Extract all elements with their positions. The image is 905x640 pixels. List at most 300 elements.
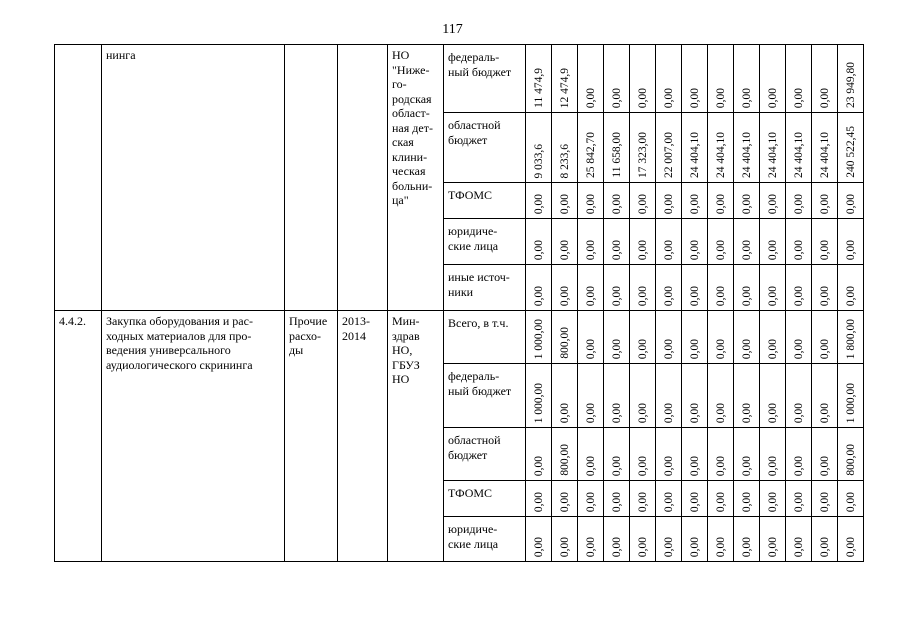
- year-value-cell: [708, 364, 734, 428]
- year-value-cell: [760, 113, 786, 183]
- item-name-cell-text: Закупка оборудования и рас- ходных материалов для про- ведения универсального аудиологического скрининга: [106, 314, 253, 372]
- value-text: 800,00: [558, 327, 571, 359]
- value-text: 0,00: [636, 402, 649, 423]
- value-text: 0,00: [662, 193, 675, 214]
- value-text: 0,00: [714, 239, 727, 260]
- budget-table: [54, 44, 864, 562]
- year-value-cell: [630, 219, 656, 265]
- total-value-cell: [838, 183, 864, 219]
- year-value-cell: [526, 517, 552, 562]
- total-value-cell: [838, 265, 864, 311]
- value-text: 0,00: [662, 402, 675, 423]
- value-text: 0,00: [532, 491, 545, 512]
- value-text: 0,00: [662, 455, 675, 476]
- funding-source-cell: [444, 311, 526, 364]
- executor-cell: [388, 45, 444, 311]
- value-text: 0,00: [844, 239, 857, 260]
- value-text: 24 404,10: [818, 132, 831, 178]
- year-value-cell: [552, 219, 578, 265]
- value-text: 0,00: [688, 193, 701, 214]
- value-text: 25 842,70: [584, 132, 597, 178]
- value-text: 0,00: [636, 239, 649, 260]
- value-text: 0,00: [584, 402, 597, 423]
- year-value-cell: [682, 219, 708, 265]
- funding-source-cell-text: федераль- ный бюджет: [448, 50, 512, 79]
- funding-source-cell-text: юридиче- ские лица: [448, 224, 499, 253]
- value-text: 240 522,45: [844, 126, 857, 178]
- value-text: 0,00: [584, 193, 597, 214]
- value-text: 9 033,6: [532, 143, 545, 178]
- value-text: 0,00: [792, 239, 805, 260]
- funding-source-cell: [444, 45, 526, 113]
- year-value-cell: [656, 265, 682, 311]
- value-text: 0,00: [688, 239, 701, 260]
- value-text: 0,00: [844, 193, 857, 214]
- year-value-cell: [630, 265, 656, 311]
- year-value-cell: [734, 481, 760, 517]
- year-value-cell: [552, 428, 578, 481]
- year-value-cell: [656, 311, 682, 364]
- value-text: 0,00: [610, 455, 623, 476]
- value-text: 0,00: [792, 87, 805, 108]
- value-text: 0,00: [818, 536, 831, 557]
- value-text: 0,00: [584, 239, 597, 260]
- value-text: 0,00: [688, 402, 701, 423]
- value-text: 0,00: [766, 455, 779, 476]
- value-text: 0,00: [844, 285, 857, 306]
- total-value-cell: [838, 517, 864, 562]
- value-text: 0,00: [584, 491, 597, 512]
- value-text: 0,00: [636, 285, 649, 306]
- year-value-cell: [578, 311, 604, 364]
- value-text: 0,00: [688, 338, 701, 359]
- year-value-cell: [656, 481, 682, 517]
- value-text: 0,00: [792, 193, 805, 214]
- value-text: 1 000,00: [844, 382, 857, 423]
- value-text: 0,00: [818, 87, 831, 108]
- year-value-cell: [682, 481, 708, 517]
- value-text: 0,00: [766, 338, 779, 359]
- value-text: 0,00: [818, 193, 831, 214]
- value-text: 0,00: [532, 285, 545, 306]
- total-value-cell: [838, 113, 864, 183]
- year-value-cell: [682, 517, 708, 562]
- year-value-cell: [578, 113, 604, 183]
- value-text: 0,00: [662, 491, 675, 512]
- value-text: 0,00: [532, 455, 545, 476]
- year-value-cell: [604, 265, 630, 311]
- year-value-cell: [578, 428, 604, 481]
- year-value-cell: [656, 45, 682, 113]
- value-text: 0,00: [610, 239, 623, 260]
- value-text: 11 474,9: [532, 68, 545, 108]
- value-text: 0,00: [558, 491, 571, 512]
- year-value-cell: [734, 219, 760, 265]
- year-value-cell: [786, 183, 812, 219]
- value-text: 0,00: [714, 338, 727, 359]
- year-value-cell: [812, 428, 838, 481]
- year-value-cell: [604, 481, 630, 517]
- year-value-cell: [734, 183, 760, 219]
- value-text: 24 404,10: [792, 132, 805, 178]
- executor-cell: [388, 311, 444, 562]
- year-value-cell: [682, 45, 708, 113]
- value-text: 1 800,00: [844, 318, 857, 359]
- year-value-cell: [630, 45, 656, 113]
- value-text: 0,00: [766, 239, 779, 260]
- funding-source-cell: [444, 517, 526, 562]
- value-text: 0,00: [610, 536, 623, 557]
- item-name-cell: [102, 311, 285, 562]
- value-text: 0,00: [584, 455, 597, 476]
- funding-source-cell: [444, 183, 526, 219]
- year-value-cell: [708, 219, 734, 265]
- funding-source-cell: [444, 481, 526, 517]
- year-value-cell: [760, 219, 786, 265]
- value-text: 0,00: [714, 536, 727, 557]
- year-value-cell: [630, 428, 656, 481]
- value-text: 22 007,00: [662, 132, 675, 178]
- period-cell-text: 2013- 2014: [342, 314, 370, 343]
- value-text: 24 404,10: [688, 132, 701, 178]
- funding-source-cell: [444, 113, 526, 183]
- year-value-cell: [760, 428, 786, 481]
- year-value-cell: [656, 183, 682, 219]
- year-value-cell: [708, 311, 734, 364]
- executor-cell-text: НО "Ниже- го- родская област- ная дет- ская клини- ческая больни- ца": [392, 48, 433, 207]
- year-value-cell: [734, 113, 760, 183]
- year-value-cell: [526, 481, 552, 517]
- value-text: 8 233,6: [558, 143, 571, 178]
- value-text: 0,00: [558, 193, 571, 214]
- value-text: 0,00: [636, 193, 649, 214]
- executor-cell-text: Мин- здрав НО, ГБУЗ НО: [392, 314, 420, 386]
- year-value-cell: [604, 364, 630, 428]
- year-value-cell: [786, 219, 812, 265]
- value-text: 0,00: [792, 285, 805, 306]
- year-value-cell: [604, 183, 630, 219]
- year-value-cell: [786, 45, 812, 113]
- value-text: 0,00: [584, 87, 597, 108]
- year-value-cell: [708, 428, 734, 481]
- value-text: 0,00: [688, 87, 701, 108]
- category-cell: [285, 311, 338, 562]
- value-text: 0,00: [818, 239, 831, 260]
- value-text: 0,00: [610, 491, 623, 512]
- funding-source-cell-text: иные источ- ники: [448, 270, 510, 299]
- year-value-cell: [786, 364, 812, 428]
- value-text: 0,00: [740, 536, 753, 557]
- year-value-cell: [552, 364, 578, 428]
- value-text: 0,00: [792, 536, 805, 557]
- category-cell-text: Прочие расхо- ды: [289, 314, 328, 357]
- year-value-cell: [526, 219, 552, 265]
- value-text: 0,00: [766, 193, 779, 214]
- year-value-cell: [526, 364, 552, 428]
- value-text: 0,00: [714, 193, 727, 214]
- year-value-cell: [734, 311, 760, 364]
- value-text: 800,00: [844, 444, 857, 476]
- period-cell: [338, 45, 388, 311]
- value-text: 0,00: [636, 87, 649, 108]
- value-text: 0,00: [792, 402, 805, 423]
- total-value-cell: [838, 219, 864, 265]
- value-text: 0,00: [740, 193, 753, 214]
- year-value-cell: [734, 428, 760, 481]
- value-text: 0,00: [688, 536, 701, 557]
- value-text: 24 404,10: [714, 132, 727, 178]
- year-value-cell: [682, 428, 708, 481]
- year-value-cell: [682, 364, 708, 428]
- year-value-cell: [760, 364, 786, 428]
- value-text: 0,00: [740, 285, 753, 306]
- value-text: 0,00: [714, 87, 727, 108]
- year-value-cell: [786, 311, 812, 364]
- value-text: 0,00: [818, 285, 831, 306]
- funding-source-cell: [444, 265, 526, 311]
- value-text: 0,00: [558, 536, 571, 557]
- year-value-cell: [786, 517, 812, 562]
- year-value-cell: [812, 45, 838, 113]
- value-text: 0,00: [818, 402, 831, 423]
- year-value-cell: [760, 183, 786, 219]
- year-value-cell: [656, 517, 682, 562]
- year-value-cell: [630, 183, 656, 219]
- year-value-cell: [786, 428, 812, 481]
- value-text: 12 474,9: [558, 67, 571, 108]
- year-value-cell: [604, 517, 630, 562]
- item-name-cell-text: нинга: [106, 48, 136, 62]
- year-value-cell: [786, 113, 812, 183]
- year-value-cell: [526, 311, 552, 364]
- year-value-cell: [656, 428, 682, 481]
- value-text: 0,00: [766, 491, 779, 512]
- year-value-cell: [578, 219, 604, 265]
- year-value-cell: [604, 311, 630, 364]
- year-value-cell: [578, 183, 604, 219]
- funding-source-cell-text: областной бюджет: [448, 433, 501, 462]
- value-text: 11 658,00: [610, 132, 623, 178]
- value-text: 0,00: [610, 87, 623, 108]
- year-value-cell: [578, 45, 604, 113]
- year-value-cell: [630, 311, 656, 364]
- period-cell: [338, 311, 388, 562]
- value-text: 0,00: [584, 285, 597, 306]
- value-text: 0,00: [532, 536, 545, 557]
- year-value-cell: [552, 265, 578, 311]
- year-value-cell: [812, 364, 838, 428]
- year-value-cell: [656, 364, 682, 428]
- year-value-cell: [760, 45, 786, 113]
- value-text: 0,00: [636, 491, 649, 512]
- year-value-cell: [526, 113, 552, 183]
- item-number-cell: [55, 311, 102, 562]
- value-text: 0,00: [688, 285, 701, 306]
- item-number-cell: [55, 45, 102, 311]
- year-value-cell: [760, 265, 786, 311]
- year-value-cell: [734, 517, 760, 562]
- year-value-cell: [708, 113, 734, 183]
- value-text: 0,00: [844, 536, 857, 557]
- value-text: 0,00: [740, 402, 753, 423]
- total-value-cell: [838, 481, 864, 517]
- year-value-cell: [604, 113, 630, 183]
- year-value-cell: [708, 517, 734, 562]
- year-value-cell: [604, 428, 630, 481]
- year-value-cell: [656, 219, 682, 265]
- value-text: 0,00: [688, 491, 701, 512]
- year-value-cell: [708, 481, 734, 517]
- value-text: 0,00: [662, 87, 675, 108]
- year-value-cell: [682, 311, 708, 364]
- year-value-cell: [812, 219, 838, 265]
- value-text: 0,00: [714, 402, 727, 423]
- year-value-cell: [578, 517, 604, 562]
- year-value-cell: [786, 265, 812, 311]
- year-value-cell: [630, 113, 656, 183]
- funding-source-cell-text: юридиче- ские лица: [448, 522, 499, 551]
- value-text: 0,00: [714, 285, 727, 306]
- value-text: 0,00: [792, 338, 805, 359]
- year-value-cell: [682, 183, 708, 219]
- value-text: 0,00: [636, 455, 649, 476]
- value-text: 0,00: [766, 285, 779, 306]
- value-text: 0,00: [662, 338, 675, 359]
- year-value-cell: [682, 265, 708, 311]
- value-text: 0,00: [792, 455, 805, 476]
- year-value-cell: [630, 481, 656, 517]
- year-value-cell: [708, 45, 734, 113]
- funding-source-cell: [444, 364, 526, 428]
- value-text: 0,00: [636, 338, 649, 359]
- value-text: 1 000,00: [532, 382, 545, 423]
- year-value-cell: [552, 45, 578, 113]
- total-value-cell: [838, 364, 864, 428]
- year-value-cell: [734, 364, 760, 428]
- value-text: 0,00: [792, 491, 805, 512]
- value-text: 0,00: [584, 338, 597, 359]
- year-value-cell: [760, 517, 786, 562]
- value-text: 23 949,80: [844, 62, 857, 108]
- year-value-cell: [552, 517, 578, 562]
- value-text: 0,00: [532, 193, 545, 214]
- year-value-cell: [812, 311, 838, 364]
- value-text: 24 404,10: [740, 132, 753, 178]
- value-text: 800,00: [558, 444, 571, 476]
- year-value-cell: [526, 183, 552, 219]
- value-text: 0,00: [688, 455, 701, 476]
- year-value-cell: [812, 517, 838, 562]
- funding-source-cell: [444, 219, 526, 265]
- year-value-cell: [630, 364, 656, 428]
- value-text: 0,00: [740, 239, 753, 260]
- year-value-cell: [526, 45, 552, 113]
- value-text: 0,00: [740, 455, 753, 476]
- funding-source-cell-text: областной бюджет: [448, 118, 501, 147]
- value-text: 0,00: [714, 491, 727, 512]
- value-text: 0,00: [558, 239, 571, 260]
- total-value-cell: [838, 45, 864, 113]
- year-value-cell: [526, 265, 552, 311]
- year-value-cell: [578, 364, 604, 428]
- funding-source-cell-text: ТФОМС: [448, 486, 493, 500]
- value-text: 17 323,00: [636, 132, 649, 178]
- year-value-cell: [526, 428, 552, 481]
- year-value-cell: [656, 113, 682, 183]
- item-name-cell: [102, 45, 285, 311]
- value-text: 0,00: [766, 402, 779, 423]
- year-value-cell: [630, 517, 656, 562]
- year-value-cell: [708, 183, 734, 219]
- value-text: 0,00: [844, 491, 857, 512]
- value-text: 0,00: [636, 536, 649, 557]
- value-text: 0,00: [584, 536, 597, 557]
- total-value-cell: [838, 311, 864, 364]
- year-value-cell: [812, 265, 838, 311]
- value-text: 0,00: [818, 491, 831, 512]
- value-text: 0,00: [740, 338, 753, 359]
- funding-source-cell-text: Всего, в т.ч.: [448, 316, 509, 330]
- table-row: [55, 311, 864, 364]
- value-text: 0,00: [610, 338, 623, 359]
- year-value-cell: [786, 481, 812, 517]
- year-value-cell: [552, 183, 578, 219]
- value-text: 0,00: [610, 285, 623, 306]
- year-value-cell: [682, 113, 708, 183]
- year-value-cell: [812, 113, 838, 183]
- value-text: 0,00: [610, 193, 623, 214]
- year-value-cell: [552, 481, 578, 517]
- value-text: 0,00: [818, 455, 831, 476]
- value-text: 0,00: [558, 285, 571, 306]
- value-text: 0,00: [662, 239, 675, 260]
- year-value-cell: [734, 45, 760, 113]
- year-value-cell: [604, 45, 630, 113]
- value-text: 1 000,00: [532, 318, 545, 359]
- year-value-cell: [812, 183, 838, 219]
- funding-source-cell: [444, 428, 526, 481]
- year-value-cell: [734, 265, 760, 311]
- value-text: 0,00: [532, 239, 545, 260]
- value-text: 0,00: [662, 536, 675, 557]
- category-cell: [285, 45, 338, 311]
- year-value-cell: [578, 265, 604, 311]
- year-value-cell: [760, 481, 786, 517]
- value-text: 24 404,10: [766, 132, 779, 178]
- value-text: 0,00: [740, 491, 753, 512]
- value-text: 0,00: [766, 87, 779, 108]
- funding-source-cell-text: федераль- ный бюджет: [448, 369, 512, 398]
- year-value-cell: [812, 481, 838, 517]
- total-value-cell: [838, 428, 864, 481]
- value-text: 0,00: [662, 285, 675, 306]
- year-value-cell: [552, 311, 578, 364]
- item-number-cell-text: 4.4.2.: [59, 314, 86, 328]
- year-value-cell: [578, 481, 604, 517]
- year-value-cell: [760, 311, 786, 364]
- page-number: 117: [442, 22, 463, 37]
- funding-source-cell-text: ТФОМС: [448, 188, 493, 202]
- value-text: 0,00: [610, 402, 623, 423]
- table-row: [55, 45, 864, 113]
- year-value-cell: [604, 219, 630, 265]
- value-text: 0,00: [714, 455, 727, 476]
- year-value-cell: [552, 113, 578, 183]
- value-text: 0,00: [558, 402, 571, 423]
- value-text: 0,00: [818, 338, 831, 359]
- year-value-cell: [708, 265, 734, 311]
- value-text: 0,00: [740, 87, 753, 108]
